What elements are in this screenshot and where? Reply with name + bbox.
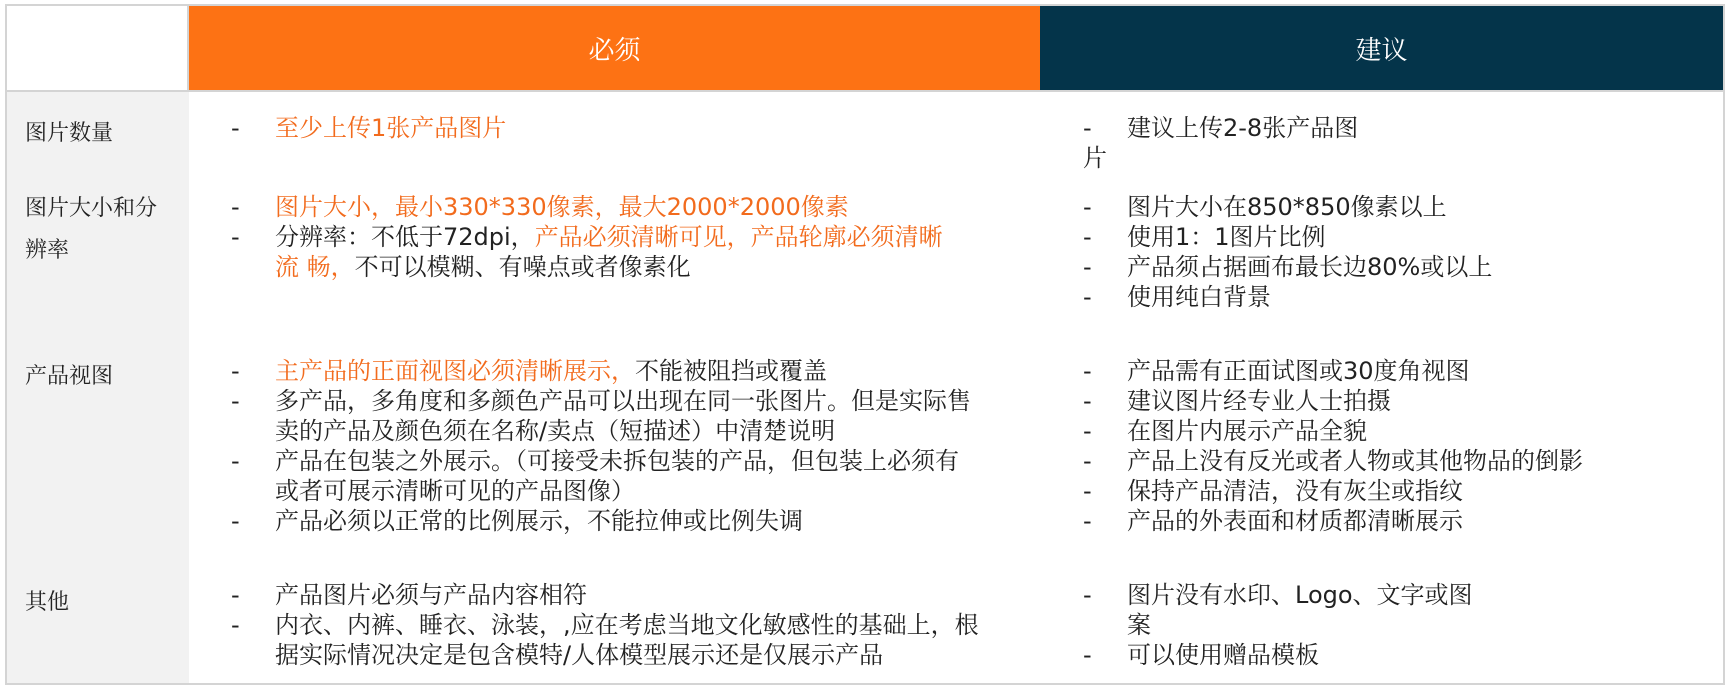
list-item bbox=[231, 446, 1041, 506]
list-item bbox=[1083, 476, 1723, 506]
dash: - bbox=[231, 114, 240, 142]
dash: - bbox=[1083, 507, 1092, 535]
list-item bbox=[1083, 580, 1723, 640]
view-required-1a: 主产品的正面视图必须清晰展示， bbox=[275, 357, 635, 385]
dash: - bbox=[231, 581, 240, 609]
count-required-cell bbox=[231, 113, 1021, 143]
size-required-2b: 产品必须清晰可见，产品轮廓必须清晰 bbox=[534, 223, 943, 251]
list-item bbox=[231, 386, 1041, 446]
view-suggest-cell bbox=[1083, 356, 1723, 536]
list-item bbox=[231, 356, 1041, 386]
view-suggest-4: 产品上没有反光或者人物或其他物品的倒影 bbox=[1127, 447, 1583, 475]
dash: - bbox=[231, 223, 240, 251]
dash: - bbox=[231, 193, 240, 221]
list-item bbox=[231, 222, 1021, 282]
list-item bbox=[231, 113, 1021, 143]
list-item bbox=[1083, 356, 1723, 386]
other-required-2a: 内衣、内裤、睡衣、泳装，,应在考虑当地文化敏感性的基础上，根 bbox=[275, 611, 979, 639]
list-item bbox=[1083, 416, 1723, 446]
list-item bbox=[1083, 640, 1723, 670]
list-item bbox=[1083, 446, 1723, 476]
dash: - bbox=[1083, 387, 1092, 415]
count-required-text: 至少上传1张产品图片 bbox=[275, 114, 507, 142]
list-item bbox=[231, 506, 1041, 536]
table-header-row bbox=[7, 6, 1723, 92]
dash: - bbox=[231, 507, 240, 535]
dash: - bbox=[1083, 283, 1092, 311]
row-label-view: 产品视图 bbox=[25, 364, 114, 389]
dash: - bbox=[1083, 641, 1092, 669]
dash: - bbox=[1083, 581, 1092, 609]
dash: - bbox=[231, 387, 240, 415]
dash: - bbox=[231, 357, 240, 385]
list-item bbox=[1083, 386, 1723, 416]
size-suggest-1: 图片大小在850*850像素以上 bbox=[1127, 193, 1447, 221]
row-label-other: 其他 bbox=[25, 590, 70, 615]
view-required-3a: 产品在包装之外展示。（可接受未拆包装的产品，但包装上必须有 bbox=[275, 447, 959, 475]
size-suggest-3: 产品须占据画布最长边80%或以上 bbox=[1127, 253, 1493, 281]
count-suggest-text: 建议上传2-8张产品图 bbox=[1127, 114, 1359, 142]
other-suggest-1a: 图片没有水印、Logo、文字或图 bbox=[1127, 581, 1473, 609]
list-item bbox=[231, 580, 1041, 610]
other-suggest-1b: 案 bbox=[1127, 611, 1151, 639]
size-suggest-4: 使用纯白背景 bbox=[1127, 283, 1271, 311]
size-required-2a: 分辨率：不低于72dpi， bbox=[275, 223, 535, 251]
header-required: 必须 bbox=[189, 6, 1040, 90]
other-required-cell bbox=[231, 580, 1041, 670]
dash: - bbox=[231, 447, 240, 475]
size-suggest-cell bbox=[1083, 192, 1723, 312]
size-required-2d: 不可以模糊、有噪点或者像素化 bbox=[354, 253, 691, 281]
list-item bbox=[1083, 222, 1723, 252]
other-required-1: 产品图片必须与产品内容相符 bbox=[275, 581, 587, 609]
view-required-cell bbox=[231, 356, 1041, 536]
view-suggest-3: 在图片内展示产品全貌 bbox=[1127, 417, 1367, 445]
dash: - bbox=[1083, 223, 1092, 251]
view-required-4: 产品必须以正常的比例展示，不能拉伸或比例失调 bbox=[275, 507, 803, 535]
list-item bbox=[231, 192, 1021, 222]
count-suggest-cell bbox=[1083, 113, 1683, 173]
view-required-3b: 或者可展示清晰可见的产品图像） bbox=[275, 477, 635, 505]
list-item bbox=[1083, 113, 1683, 143]
list-item bbox=[231, 610, 1041, 670]
header-blank-cell bbox=[7, 6, 189, 90]
size-suggest-2: 使用1：1图片比例 bbox=[1127, 223, 1326, 251]
dash: - bbox=[1083, 193, 1092, 221]
view-required-1b: 不能被阻挡或覆盖 bbox=[635, 357, 827, 385]
size-required-cell bbox=[231, 192, 1021, 282]
dash: - bbox=[1083, 253, 1092, 281]
dash: - bbox=[1083, 417, 1092, 445]
dash: - bbox=[1083, 114, 1092, 142]
other-suggest-cell bbox=[1083, 580, 1723, 670]
row-label-count: 图片数量 bbox=[25, 121, 114, 146]
list-item bbox=[1083, 506, 1723, 536]
size-required-1: 图片大小，最小330*330像素，最大2000*2000像素 bbox=[275, 193, 849, 221]
row-label-size: 图片大小和分辨率 bbox=[25, 196, 158, 263]
list-item bbox=[1083, 252, 1723, 282]
view-required-2b: 卖的产品及颜色须在名称/卖点（短描述）中清楚说明 bbox=[275, 417, 836, 445]
count-suggest-wrap: 片 bbox=[1083, 144, 1107, 172]
list-item bbox=[1083, 282, 1723, 312]
list-item bbox=[1083, 192, 1723, 222]
image-requirements-table bbox=[5, 4, 1725, 685]
dash: - bbox=[1083, 447, 1092, 475]
size-required-2c: 流 畅， bbox=[275, 253, 355, 281]
view-required-2a: 多产品，多角度和多颜色产品可以出现在同一张图片。但是实际售 bbox=[275, 387, 971, 415]
view-suggest-1: 产品需有正面试图或30度角视图 bbox=[1127, 357, 1470, 385]
other-suggest-2: 可以使用赠品模板 bbox=[1127, 641, 1319, 669]
dash: - bbox=[1083, 477, 1092, 505]
header-suggest: 建议 bbox=[1040, 6, 1723, 90]
view-suggest-6: 产品的外表面和材质都清晰展示 bbox=[1127, 507, 1463, 535]
dash: - bbox=[1083, 357, 1092, 385]
other-required-2b: 据实际情况决定是包含模特/人体模型展示还是仅展示产品 bbox=[275, 641, 884, 669]
view-suggest-5: 保持产品清洁，没有灰尘或指纹 bbox=[1127, 477, 1463, 505]
dash: - bbox=[231, 611, 240, 639]
view-suggest-2: 建议图片经专业人士拍摄 bbox=[1127, 387, 1391, 415]
